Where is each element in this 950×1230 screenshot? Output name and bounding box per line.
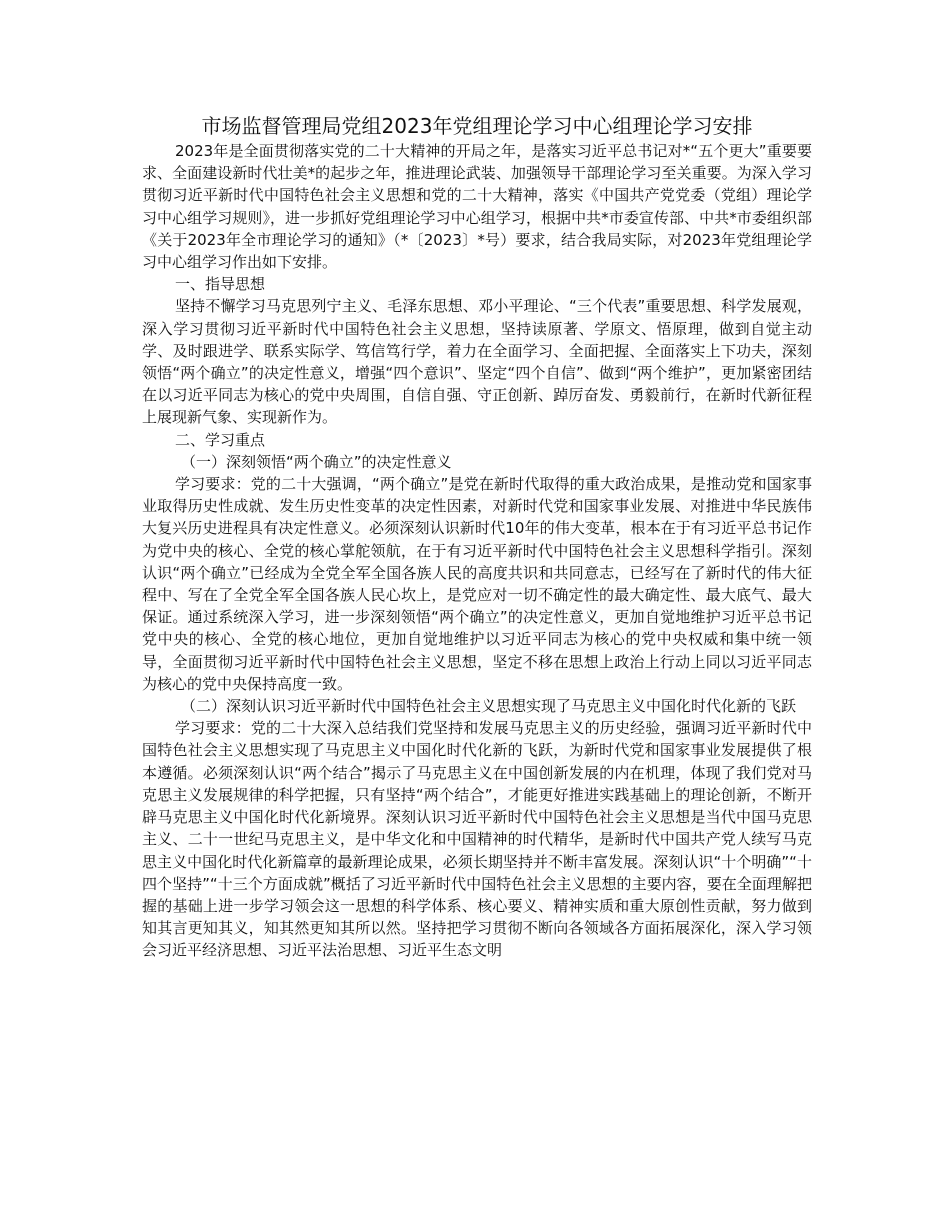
section-heading-study-focus: 二、学习重点 xyxy=(175,430,266,449)
guiding-thought-paragraph: 坚持不懈学习马克思列宁主义、毛泽东思想、邓小平理论、“三个代表”重要思想、科学发展观，深入学习贯彻习近平新时代中国特色社会主义思想，坚持读原著、学原文、悟原理，做到自觉主动学、及时跟进学、联系实际学、笃信笃行学，着力在全面学习、全面把握、全面落实上下功夫，深刻领悟“两个确立”的决定性意义，增强“四个意识”、坚定“四个自信”、做到“两个维护”，更加紧密团结在以习近平同志为核心的党中央周围，自信自强、守正创新、踔厉奋发、勇毅前行，在新时代新征程上展现新气象、实现新作为。 xyxy=(142,297,812,427)
subheading-item-1: （一）深刻领悟“两个确立”的决定性意义 xyxy=(181,452,452,471)
section-heading-guiding-thought: 一、指导思想 xyxy=(175,275,266,294)
document-page xyxy=(142,112,812,962)
item-2-paragraph: 学习要求：党的二十大深入总结我们党坚持和发展马克思主义的历史经验，强调习近平新时代中国特色社会主义思想实现了马克思主义中国化时代化新的飞跃，为新时代党和国家事业发展提供了根本遵循。必须深刻认识“两个结合”揭示了马克思主义在中国创新发展的内在机理，体现了我们党对马克思主义发展规律的科学把握，只有坚持“两个结合”，才能更好推进实践基础上的理论创新，不断开辟马克思主义中国化时代化新境界。深刻认识习近平新时代中国特色社会主义思想是当代中国马克思主义、二十一世纪马克思主义，是中华文化和中国精神的时代精华，是新时代中国共产党人续写马克思主义中国化时代化新篇章的最新理论成果，必须长期坚持并不断丰富发展。深刻认识“十个明确”“十四个坚持”“十三个方面成就”概括了习近平新时代中国特色社会主义思想的主要内容，要在全面理解把握的基础上进一步学习领会这一思想的科学体系、核心要义、精神实质和重大原创性贡献，努力做到知其言更知其义，知其然更知其所以然。坚持把学习贯彻不断向各领域各方面拓展深化，深入学习领会习近平经济思想、习近平法治思想、习近平生态文明 xyxy=(142,719,812,960)
item-1-paragraph: 学习要求：党的二十大强调，“两个确立”是党在新时代取得的重大政治成果，是推动党和国家事业取得历史性成就、发生历史性变革的决定性因素，对新时代党和国家事业发展、对推进中华民族伟大复兴历史进程具有决定性意义。必须深刻认识新时代10年的伟大变革，根本在于有习近平总书记作为党中央的核心、全党的核心掌舵领航，在于有习近平新时代中国特色社会主义思想科学指引。深刻认识“两个确立”已经成为全党全军全国各族人民的高度共识和共同意志，已经写在了新时代的伟大征程中、写在了全党全军全国各族人民心坎上，是党应对一切不确定性的最大确定性、最大底气、最大保证。通过系统深入学习，进一步深刻领悟“两个确立”的决定性意义，更加自觉地维护习近平总书记党中央的核心、全党的核心地位，更加自觉地维护以习近平同志为核心的党中央权威和集中统一领导，全面贯彻习近平新时代中国特色社会主义思想，坚定不移在思想上政治上行动上同以习近平同志为核心的党中央保持高度一致。 xyxy=(142,475,812,693)
intro-paragraph: 2023年是全面贯彻落实党的二十大精神的开局之年，是落实习近平总书记对*“五个更大”重要要求、全面建设新时代壮美*的起步之年，推进理论武装、加强领导干部理论学习至关重要。为深入学习贯彻习近平新时代中国特色社会主义思想和党的二十大精神，落实《中国共产党党委（党组）理论学习中心组学习规则》，进一步抓好党组理论学习中心组学习，根据中共*市委宣传部、中共*市委组织部《关于2023年全市理论学习的通知》（*〔2023〕*号）要求，结合我局实际，对2023年党组理论学习中心组学习作出如下安排。 xyxy=(142,142,812,272)
subheading-item-2: （二）深刻认识习近平新时代中国特色社会主义思想实现了马克思主义中国化时代化新的飞跃 xyxy=(181,697,797,716)
document-title: 市场监督管理局党组2023年党组理论学习中心组理论学习安排 xyxy=(201,114,753,138)
